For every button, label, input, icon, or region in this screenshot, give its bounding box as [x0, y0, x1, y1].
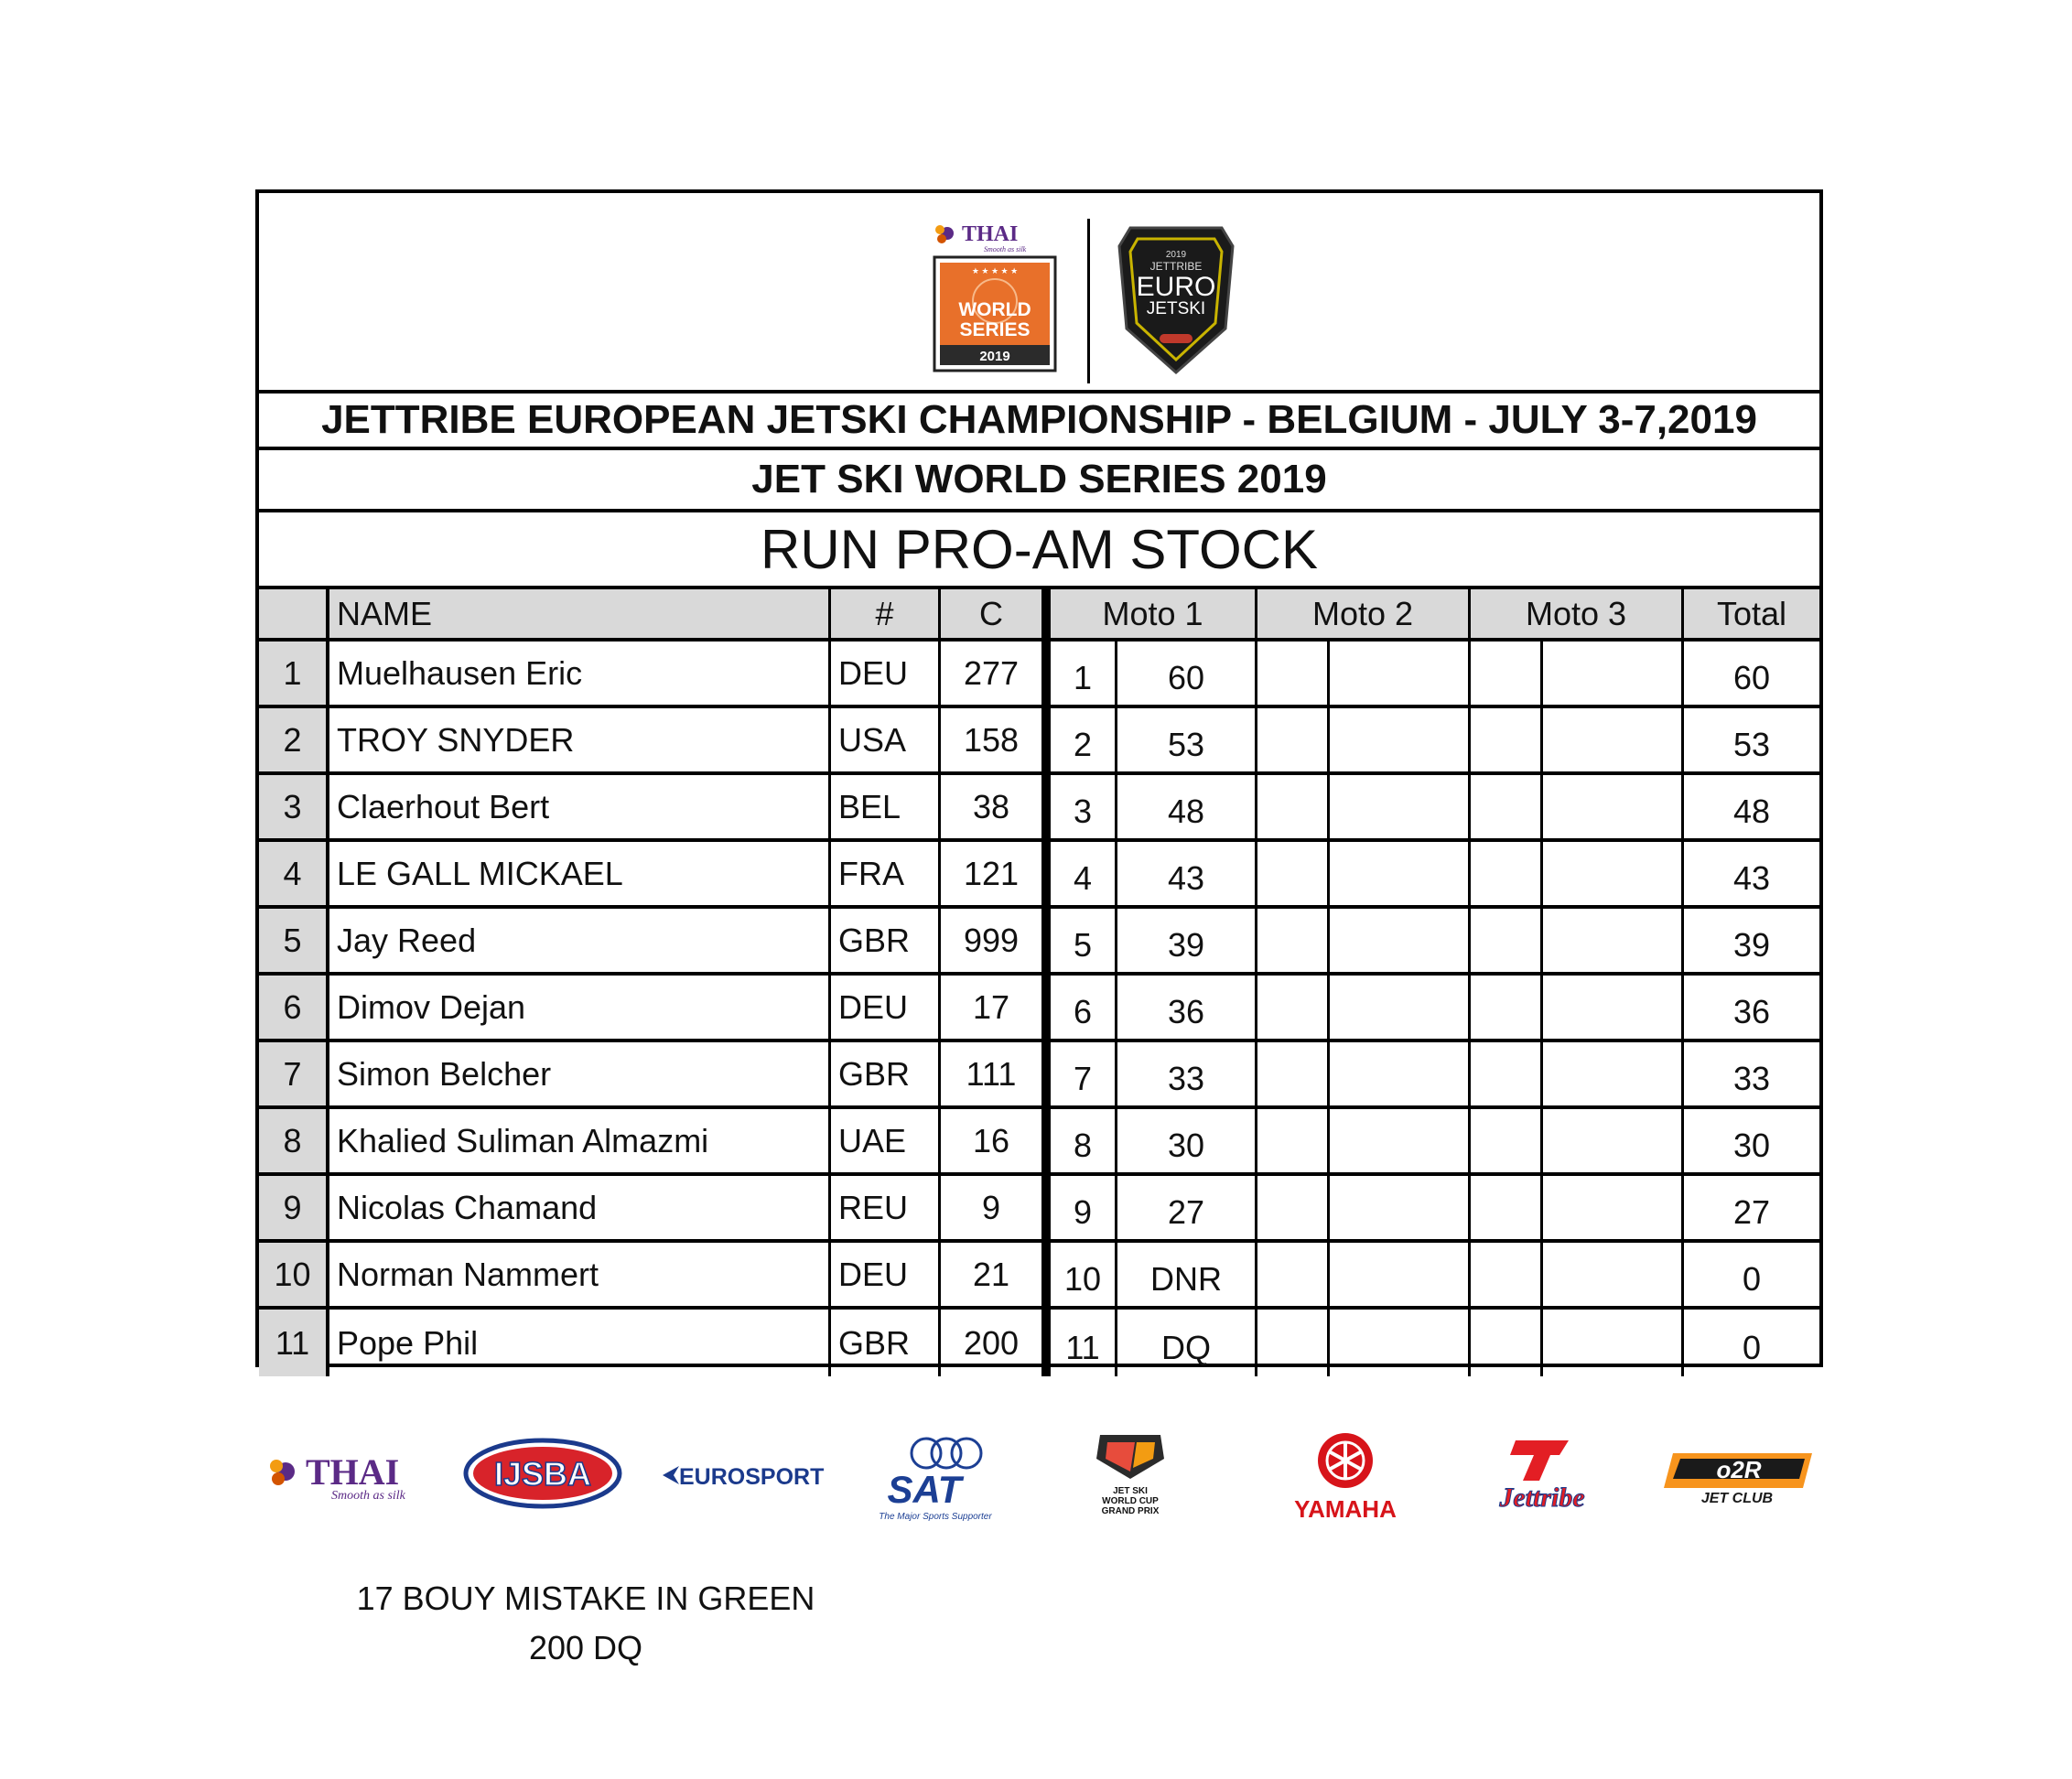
- moto1-position-cell: 1: [1051, 642, 1117, 708]
- race-number-cell: 999: [941, 909, 1051, 976]
- euro-year-text: 2019: [1165, 250, 1187, 260]
- race-number-cell: 16: [941, 1109, 1051, 1176]
- table-row: [259, 1042, 1819, 1109]
- moto3-score-cell: [1543, 1042, 1684, 1109]
- race-number-cell: 21: [941, 1243, 1051, 1310]
- moto2-score-cell: [1330, 976, 1471, 1042]
- moto2-score-cell: [1330, 775, 1471, 842]
- moto3-score-cell: [1543, 976, 1684, 1042]
- nationality-cell: USA: [831, 708, 941, 775]
- moto3-position-cell: [1471, 708, 1543, 775]
- class-title: RUN PRO-AM STOCK: [259, 512, 1819, 589]
- rank-cell: 10: [259, 1243, 329, 1310]
- rider-name-cell: Dimov Dejan: [329, 976, 831, 1042]
- moto3-score-cell: [1543, 1109, 1684, 1176]
- rider-name-cell: Khalied Suliman Almazmi: [329, 1109, 831, 1176]
- moto2-score-cell: [1330, 1176, 1471, 1243]
- moto1-position-cell: 3: [1051, 775, 1117, 842]
- moto2-position-cell: [1257, 1176, 1330, 1243]
- yamaha-text: YAMAHA: [1294, 1495, 1397, 1523]
- race-number-cell: 158: [941, 708, 1051, 775]
- race-number-cell: 9: [941, 1176, 1051, 1243]
- nationality-cell: REU: [831, 1176, 941, 1243]
- moto3-score-cell: [1543, 1310, 1684, 1376]
- rank-header: [259, 589, 329, 642]
- nationality-cell: GBR: [831, 1042, 941, 1109]
- thai-airways-logo: [265, 1428, 430, 1528]
- nationality-cell: DEU: [831, 1243, 941, 1310]
- race-number-cell: 38: [941, 775, 1051, 842]
- moto2-position-cell: [1257, 1042, 1330, 1109]
- table-row: [259, 909, 1819, 976]
- moto3-position-cell: [1471, 1109, 1543, 1176]
- table-row: [259, 842, 1819, 909]
- moto3-position-cell: [1471, 976, 1543, 1042]
- rider-name-cell: Norman Nammert: [329, 1243, 831, 1310]
- sat-logo: [869, 1428, 1007, 1528]
- total-cell: 30: [1684, 1109, 1819, 1176]
- moto2-score-cell: [1330, 1109, 1471, 1176]
- table-row: [259, 1243, 1819, 1310]
- footnote: [311, 1574, 860, 1673]
- total-header: Total: [1684, 589, 1819, 642]
- race-number-cell: 200: [941, 1310, 1051, 1376]
- ijsba-text: IJSBA: [493, 1455, 592, 1493]
- ws-series-text: SERIES: [959, 319, 1031, 340]
- rank-cell: 7: [259, 1042, 329, 1109]
- table-row: [259, 708, 1819, 775]
- event-title: JETTRIBE EUROPEAN JETSKI CHAMPIONSHIP - BELGIUM - JULY 3-7,2019: [259, 394, 1819, 450]
- moto1-score-cell: 30: [1117, 1109, 1257, 1176]
- rider-name-cell: Muelhausen Eric: [329, 642, 831, 708]
- rank-cell: 3: [259, 775, 329, 842]
- table-row: [259, 775, 1819, 842]
- logo-divider: [1087, 219, 1090, 383]
- jettribe-logo: [1455, 1428, 1629, 1528]
- moto1-score-cell: 43: [1117, 842, 1257, 909]
- moto3-header: Moto 3: [1471, 589, 1684, 642]
- eurosport-text: EUROSPORT: [679, 1464, 825, 1490]
- moto3-score-cell: [1543, 1176, 1684, 1243]
- moto2-score-cell: [1330, 1042, 1471, 1109]
- name-header: NAME: [329, 589, 831, 642]
- rank-cell: 9: [259, 1176, 329, 1243]
- race-number-cell: 121: [941, 842, 1051, 909]
- moto2-position-cell: [1257, 642, 1330, 708]
- table-row: [259, 642, 1819, 708]
- table-row: [259, 1176, 1819, 1243]
- number-header: C: [941, 589, 1051, 642]
- euro-jetski-text: JETSKI: [1146, 299, 1206, 318]
- moto2-score-cell: [1330, 1243, 1471, 1310]
- race-number-cell: 17: [941, 976, 1051, 1042]
- moto3-score-cell: [1543, 775, 1684, 842]
- total-cell: 27: [1684, 1176, 1819, 1243]
- rank-cell: 5: [259, 909, 329, 976]
- moto3-position-cell: [1471, 842, 1543, 909]
- thai-sponsor-tagline: Smooth as silk: [331, 1489, 405, 1503]
- o2r-text: o2R: [1716, 1456, 1762, 1483]
- rider-name-cell: Simon Belcher: [329, 1042, 831, 1109]
- moto1-position-cell: 9: [1051, 1176, 1117, 1243]
- footnote-line-2: 200 DQ: [528, 1629, 643, 1666]
- moto2-score-cell: [1330, 642, 1471, 708]
- race-number-cell: 111: [941, 1042, 1051, 1109]
- sat-tagline: The Major Sports Supporter: [879, 1512, 992, 1522]
- moto1-score-cell: 27: [1117, 1176, 1257, 1243]
- worldcup-line2: WORLD CUP: [1102, 1496, 1159, 1506]
- euro-jettribe-text: JETTRIBE: [1149, 260, 1203, 273]
- total-cell: 48: [1684, 775, 1819, 842]
- moto1-position-cell: 8: [1051, 1109, 1117, 1176]
- rank-cell: 4: [259, 842, 329, 909]
- moto1-score-cell: 53: [1117, 708, 1257, 775]
- yamaha-logo: [1281, 1428, 1409, 1528]
- nationality-cell: DEU: [831, 976, 941, 1042]
- nationality-cell: UAE: [831, 1109, 941, 1176]
- rider-name-cell: TROY SNYDER: [329, 708, 831, 775]
- moto2-position-cell: [1257, 842, 1330, 909]
- eurosport-logo: [659, 1428, 833, 1528]
- moto3-score-cell: [1543, 909, 1684, 976]
- rank-cell: 2: [259, 708, 329, 775]
- ws-year-text: 2019: [979, 349, 1010, 364]
- moto2-position-cell: [1257, 775, 1330, 842]
- thai-sponsor-text: THAI: [306, 1451, 400, 1493]
- moto3-position-cell: [1471, 909, 1543, 976]
- table-row: [259, 1310, 1819, 1376]
- footnote-line-1: 17 BOUY MISTAKE IN GREEN: [356, 1580, 815, 1617]
- moto1-score-cell: 60: [1117, 642, 1257, 708]
- nationality-header: #: [831, 589, 941, 642]
- rank-cell: 8: [259, 1109, 329, 1176]
- moto3-position-cell: [1471, 1042, 1543, 1109]
- moto1-position-cell: 11: [1051, 1310, 1117, 1376]
- rider-name-cell: Nicolas Chamand: [329, 1176, 831, 1243]
- sat-text: SAT: [887, 1468, 962, 1511]
- o2r-subtext: JET CLUB: [1700, 1491, 1774, 1506]
- worldcup-line1: JET SKI: [1113, 1486, 1148, 1496]
- moto3-position-cell: [1471, 1243, 1543, 1310]
- series-title: JET SKI WORLD SERIES 2019: [259, 450, 1819, 512]
- total-cell: 43: [1684, 842, 1819, 909]
- logo-header: [259, 193, 1819, 394]
- rider-name-cell: Jay Reed: [329, 909, 831, 976]
- moto1-score-cell: 39: [1117, 909, 1257, 976]
- total-cell: 0: [1742, 1328, 1762, 1366]
- table-header-row: [259, 589, 1819, 642]
- rider-name-cell: Pope Phil: [329, 1310, 831, 1376]
- nationality-cell: BEL: [831, 775, 941, 842]
- moto2-position-cell: [1257, 1109, 1330, 1176]
- moto2-position-cell: [1257, 909, 1330, 976]
- total-cell: 60: [1684, 642, 1819, 708]
- nationality-cell: GBR: [831, 909, 941, 976]
- moto3-position-cell: [1471, 775, 1543, 842]
- euro-euro-text: EURO: [1136, 272, 1216, 302]
- moto3-score-cell: [1543, 842, 1684, 909]
- moto2-position-cell: [1257, 976, 1330, 1042]
- jettribe-text: Jettribe: [1499, 1482, 1585, 1513]
- world-series-logo: [927, 217, 1064, 377]
- nationality-cell: DEU: [831, 642, 941, 708]
- table-row: [259, 1109, 1819, 1176]
- worldcup-grand-prix-logo: [1080, 1428, 1181, 1528]
- worldcup-line3: GRAND PRIX: [1101, 1506, 1160, 1516]
- moto3-score-cell: [1543, 708, 1684, 775]
- results-sheet: [255, 189, 1823, 1367]
- euro-jetski-logo: [1112, 219, 1240, 379]
- rider-name-cell: LE GALL MICKAEL: [329, 842, 831, 909]
- moto1-header: Moto 1: [1051, 589, 1257, 642]
- moto2-position-cell: [1257, 1310, 1330, 1376]
- ijsba-logo: [462, 1428, 627, 1528]
- nationality-cell: FRA: [831, 842, 941, 909]
- moto1-score-cell: 33: [1117, 1042, 1257, 1109]
- moto2-score-cell: [1330, 1310, 1471, 1376]
- total-cell: 36: [1684, 976, 1819, 1042]
- race-number-cell: 277: [941, 642, 1051, 708]
- moto2-score-cell: [1330, 842, 1471, 909]
- o2r-jet-club-logo: [1657, 1428, 1821, 1528]
- total-cell: 53: [1684, 708, 1819, 775]
- moto3-position-cell: [1471, 642, 1543, 708]
- ws-thai-text: THAI: [962, 222, 1019, 246]
- total-cell: 0: [1684, 1243, 1819, 1310]
- moto1-score-cell: 36: [1117, 976, 1257, 1042]
- total-cell: 39: [1684, 909, 1819, 976]
- rank-cell: 1: [259, 642, 329, 708]
- sponsor-strip: [265, 1428, 1821, 1528]
- moto1-position-cell: 4: [1051, 842, 1117, 909]
- moto3-score-cell: [1543, 642, 1684, 708]
- svg-text:★ ★ ★ ★ ★: ★ ★ ★ ★ ★: [971, 266, 1019, 275]
- moto1-position-cell: 6: [1051, 976, 1117, 1042]
- moto2-score-cell: [1330, 909, 1471, 976]
- moto3-score-cell: [1543, 1243, 1684, 1310]
- moto2-position-cell: [1257, 708, 1330, 775]
- moto3-position-cell: [1471, 1176, 1543, 1243]
- ws-thai-tagline: Smooth as silk: [984, 245, 1027, 253]
- ws-world-text: WORLD: [958, 299, 1031, 320]
- rank-cell: 11: [259, 1310, 329, 1376]
- total-cell: 33: [1684, 1042, 1819, 1109]
- nationality-cell: GBR: [831, 1310, 941, 1376]
- moto1-score-cell: DQ: [1117, 1310, 1257, 1376]
- moto1-position-cell: 10: [1051, 1243, 1117, 1310]
- rider-name-cell: Claerhout Bert: [329, 775, 831, 842]
- moto2-score-cell: [1330, 708, 1471, 775]
- moto2-position-cell: [1257, 1243, 1330, 1310]
- rank-cell: 6: [259, 976, 329, 1042]
- moto2-header: Moto 2: [1257, 589, 1471, 642]
- moto1-position-cell: 7: [1051, 1042, 1117, 1109]
- moto1-score-cell: 48: [1117, 775, 1257, 842]
- moto1-position-cell: 5: [1051, 909, 1117, 976]
- moto1-position-cell: 2: [1051, 708, 1117, 775]
- table-row: [259, 976, 1819, 1042]
- moto1-score-cell: DNR: [1117, 1243, 1257, 1310]
- moto3-position-cell: [1471, 1310, 1543, 1376]
